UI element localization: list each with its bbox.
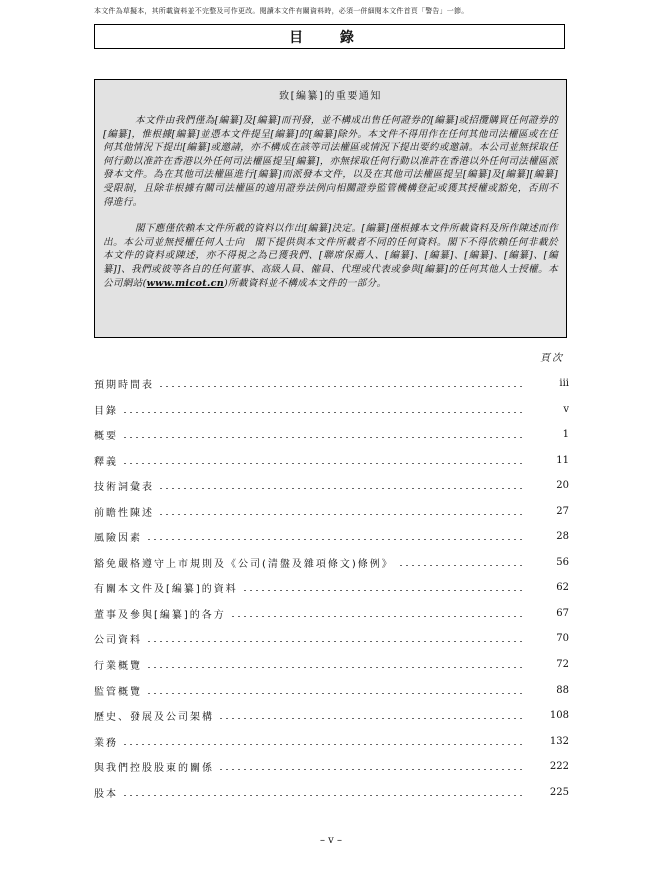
toc-entry[interactable] xyxy=(94,376,569,390)
toc-leader-dots xyxy=(122,437,525,438)
toc-entry-title: 董事及參與[編纂]的各方 xyxy=(94,609,226,621)
toc-leader-dots xyxy=(122,795,525,796)
toc-entry-page: 28 xyxy=(556,530,569,542)
notice-paragraph-2 xyxy=(103,222,558,290)
toc-entry-page: 67 xyxy=(556,607,569,619)
important-notice-box xyxy=(94,79,567,338)
toc-leader-dots xyxy=(146,667,525,668)
toc-entry-page: 20 xyxy=(556,479,569,491)
toc-entry-title: 預期時間表 xyxy=(94,379,154,391)
toc-entry-page: 70 xyxy=(556,632,569,644)
pages-column-label: 頁次 xyxy=(540,353,564,364)
toc-entry[interactable] xyxy=(94,606,569,620)
toc-entry[interactable] xyxy=(94,402,569,416)
toc-entry-title: 前瞻性陳述 xyxy=(94,507,154,519)
notice-paragraph-1: 本文件由我們僅為[編纂]及[編纂]而刊發，並不構成出售任何證券的[編纂]或招攬購買任何證券的[編纂]，惟根據[編纂]並憑本文件提呈[編纂]的[編纂]除外。本文件不得用作在任何其他司法權區或在任何其他情況下提出[編纂]或邀請，亦不構成在該等司法權區或情況下提出要約或邀請。本公司並無採取任何行動以准許在香港以外任何司法權區提呈[編纂]，亦無採取任何行動以准許在香港以外任何司法權區派發本文件。為在其他司法權區進行[編纂]而派發本文件，以及在其他司法權區提呈[編纂]及[編纂][編纂]受限制，且除非根據有關司法權區的適用證券法例向相關證券監管機構登記或獲其授權或豁免，否則不得進行。 xyxy=(103,115,558,208)
toc-entry-page: 88 xyxy=(556,684,569,696)
toc-entry-title: 目錄 xyxy=(94,405,118,417)
toc-entry-page: 11 xyxy=(556,454,569,466)
toc-entry-page: 1 xyxy=(562,428,569,440)
toc-entry-title: 公司資料 xyxy=(94,634,142,646)
toc-entry-page: 108 xyxy=(549,709,569,721)
toc-entry[interactable] xyxy=(94,759,569,773)
toc-entry-title: 有關本文件及[編纂]的資料 xyxy=(94,583,238,595)
toc-entry-page: 222 xyxy=(549,760,569,772)
toc-leader-dots xyxy=(158,514,525,515)
toc-leader-dots xyxy=(218,718,525,719)
toc-entry[interactable] xyxy=(94,683,569,697)
toc-entry[interactable] xyxy=(94,734,569,748)
toc-entry[interactable] xyxy=(94,529,569,543)
toc-entry-page: iii xyxy=(559,377,569,389)
toc-entry-title: 概要 xyxy=(94,430,118,442)
toc-entry-page: 72 xyxy=(556,658,569,670)
toc-entry-page: 56 xyxy=(556,556,569,568)
toc-entry[interactable] xyxy=(94,504,569,518)
toc-entry[interactable] xyxy=(94,427,569,441)
toc-entry-page: 62 xyxy=(556,581,569,593)
page-title: 目 錄 xyxy=(289,29,370,46)
toc-leader-dots xyxy=(122,744,525,745)
toc-entry-title: 風險因素 xyxy=(94,532,142,544)
notice-title: 致[編纂]的重要通知 xyxy=(279,91,382,102)
toc-entry-page: 225 xyxy=(549,786,569,798)
toc-entry-title: 業務 xyxy=(94,737,118,749)
toc-entry-page: v xyxy=(563,403,569,415)
toc-entry-page: 27 xyxy=(556,505,569,517)
toc-entry[interactable] xyxy=(94,785,569,799)
toc-entry[interactable] xyxy=(94,453,569,467)
toc-leader-dots xyxy=(242,590,525,591)
toc-entry-title: 豁免嚴格遵守上市規則及《公司(清盤及雜項條文)條例》 xyxy=(94,558,394,570)
toc-leader-dots xyxy=(146,539,525,540)
toc-entry-title: 行業概覽 xyxy=(94,660,142,672)
toc-entry-page: 132 xyxy=(549,735,569,747)
toc-entry-title: 釋義 xyxy=(94,456,118,468)
notice-paragraph-2-tail: )所載資料並不構成本文件的一部分。 xyxy=(224,277,387,289)
toc-leader-dots xyxy=(146,641,525,642)
toc-entry-title: 與我們控股股東的關係 xyxy=(94,762,214,774)
toc-leader-dots xyxy=(218,769,525,770)
toc-leader-dots xyxy=(122,463,525,464)
toc-leader-dots xyxy=(158,386,525,387)
toc-entry-title: 股本 xyxy=(94,788,118,800)
page-title-box xyxy=(94,24,565,49)
notice-paragraph-2-text: 閣下應僅依賴本文件所載的資料以作出[編纂]決定。[編纂]僅根據本文件所載資料及所作陳述而作出。本公司並無授權任何人士向 閣下提供與本文件所載者不同的任何資料。閣下不得依賴任何非載於本文件的資料或陳述，亦不得視之為已獲我們、[聯席保薦人、[編纂]、[編纂]、[編纂]、[編纂]、[編纂]]、我們或彼等各自的任何董事、高級人員、僱員、代理或代表或參與[編纂]的任何其他人士授權。本公司網站( xyxy=(103,223,558,289)
toc-leader-dots xyxy=(398,565,525,566)
toc-entry[interactable] xyxy=(94,631,569,645)
toc-entry-title: 技術詞彙表 xyxy=(94,481,154,493)
company-website-link[interactable]: www.micot.cn xyxy=(146,277,224,289)
toc-leader-dots xyxy=(230,616,525,617)
toc-leader-dots xyxy=(122,412,525,413)
toc-entry[interactable] xyxy=(94,580,569,594)
toc-entry[interactable] xyxy=(94,555,569,569)
toc-entry-title: 監管概覽 xyxy=(94,686,142,698)
toc-entry[interactable] xyxy=(94,657,569,671)
toc-entry[interactable] xyxy=(94,478,569,492)
toc-entry[interactable] xyxy=(94,708,569,722)
page-number-footer: – v – xyxy=(319,835,342,846)
toc-entry-title: 歷史、發展及公司架構 xyxy=(94,711,214,723)
toc-leader-dots xyxy=(146,693,525,694)
toc-leader-dots xyxy=(158,488,525,489)
draft-warning: 本文件為草擬本，其所載資料並不完整及可作更改。閱讀本文件有關資料時，必須一併細閱本文件首頁「警告」一節。 xyxy=(94,7,469,15)
